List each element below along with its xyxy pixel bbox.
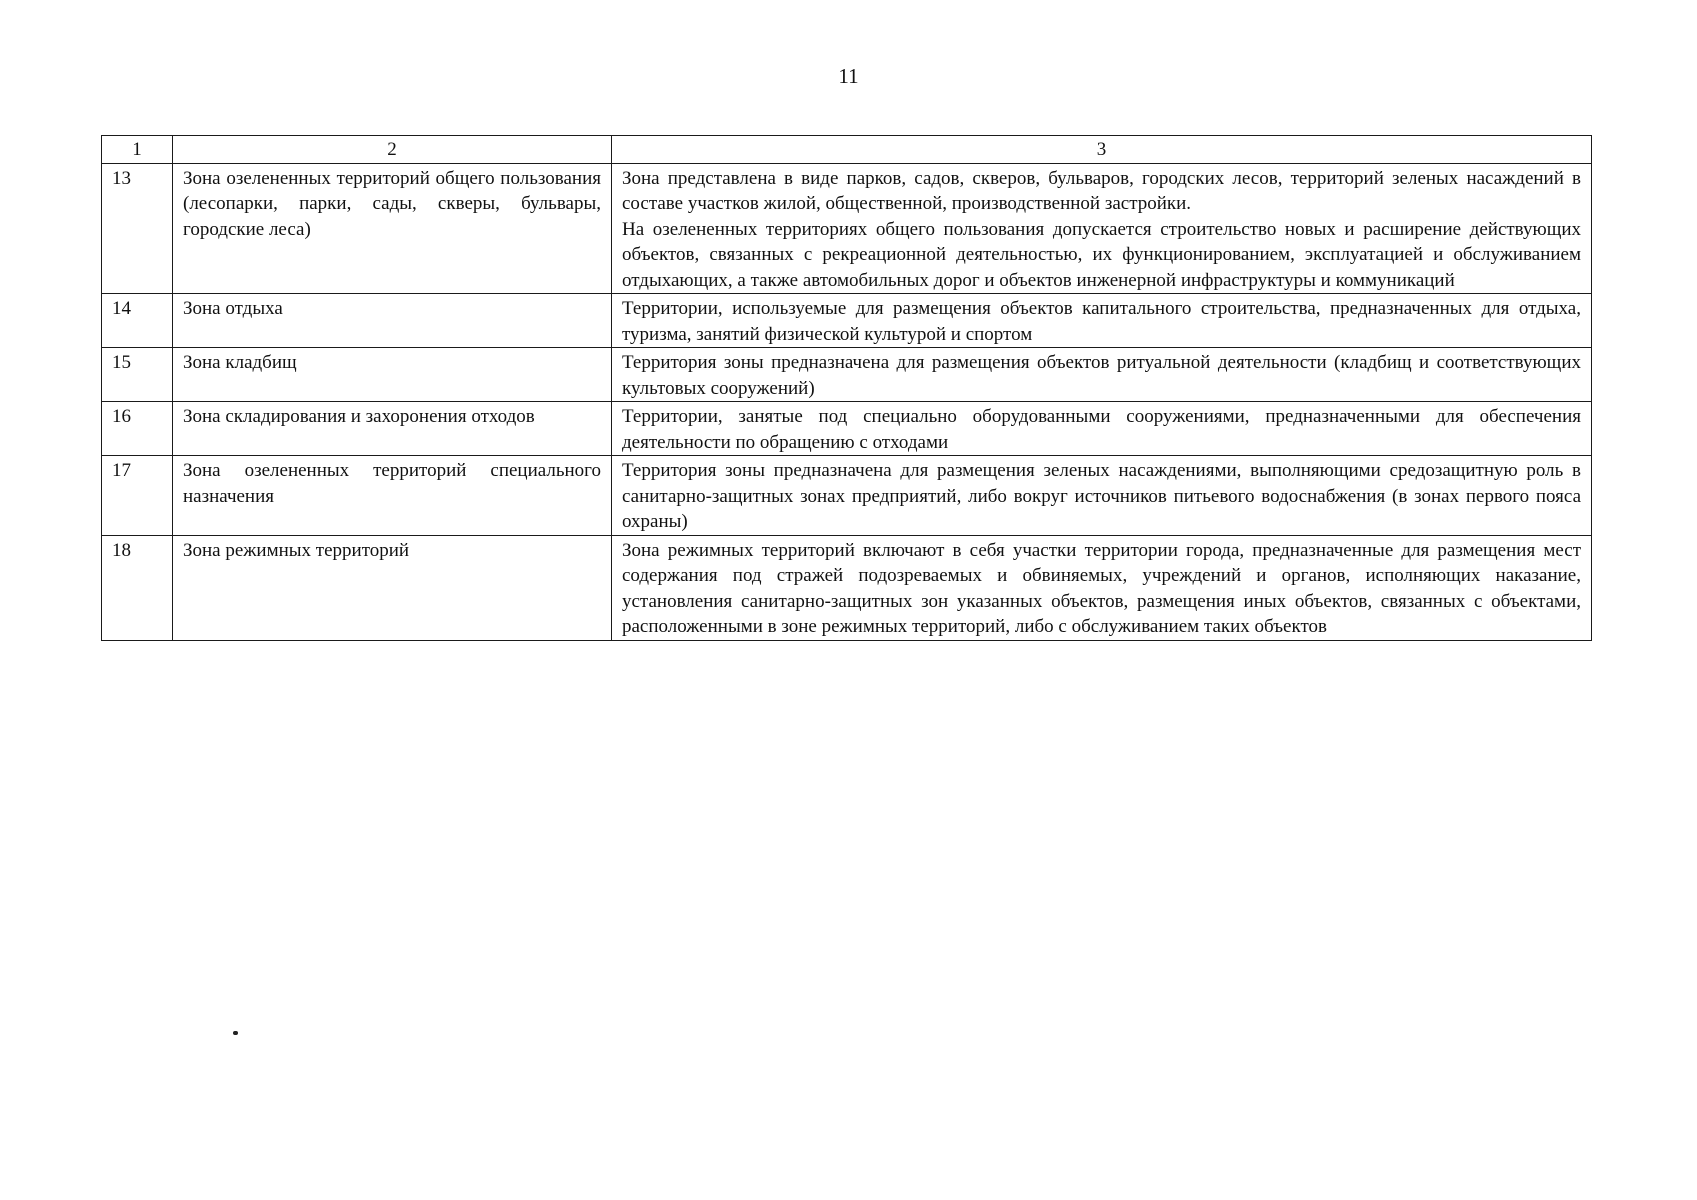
table-row [102, 163, 1592, 294]
column-header-zone-name: 2 [173, 136, 612, 164]
zone-description [612, 402, 1592, 456]
zone-description [612, 294, 1592, 348]
description-paragraph: Территории, используемые для размещения объектов капитального строительства, предназначенных для отдыха, туризма, занятий физической культурой и спортом [622, 298, 1581, 345]
row-number: 17 [102, 456, 173, 536]
table-row [102, 456, 1592, 536]
column-header-description: 3 [612, 136, 1592, 164]
description-paragraph: Зона режимных территорий включают в себя участки территории города, предназначенные для размещения мест содержания под стражей подозреваемых и обвиняемых, учреждений и органов, исполняющих наказание, установления санитарно-защитных зон указанных объектов, размещения иных объектов, связанных с объектами, расположенными в зоне режимных территорий, либо с обслуживанием таких объектов [622, 539, 1581, 637]
description-paragraph: Зона представлена в виде парков, садов, скверов, бульваров, городских лесов, территорий зеленых насаждений в составе участков жилой, общественной, производственной застройки. [622, 167, 1581, 214]
table-row [102, 535, 1592, 640]
zone-name: Зона кладбищ [173, 348, 612, 402]
zone-name: Зона складирования и захоронения отходов [173, 402, 612, 456]
zone-name: Зона озелененных территорий специального назначения [173, 456, 612, 536]
zones-table [101, 135, 1592, 641]
row-number: 13 [102, 163, 173, 294]
description-paragraph: Территория зоны предназначена для размещения зеленых насаждениями, выполняющими средозащитную роль в санитарно-защитных зонах предприятий, либо вокруг источников питьевого водоснабжения (в зонах первого пояса охраны) [622, 460, 1581, 532]
zone-description [612, 163, 1592, 294]
page-number: 11 [838, 64, 859, 88]
table-row [102, 348, 1592, 402]
zone-name: Зона озелененных территорий общего пользования (лесопарки, парки, сады, скверы, бульвары, городские леса) [173, 163, 612, 294]
table-row [102, 402, 1592, 456]
description-paragraph: Территория зоны предназначена для размещения объектов ритуальной деятельности (кладбищ и соответствующих культовых сооружений) [622, 352, 1581, 399]
row-number: 15 [102, 348, 173, 402]
row-number: 16 [102, 402, 173, 456]
table-header-row [102, 136, 1592, 164]
zone-name: Зона отдыха [173, 294, 612, 348]
zone-description [612, 348, 1592, 402]
row-number: 18 [102, 535, 173, 640]
table-row [102, 294, 1592, 348]
row-number: 14 [102, 294, 173, 348]
zone-description [612, 535, 1592, 640]
zone-name: Зона режимных территорий [173, 535, 612, 640]
scan-speck [233, 1031, 238, 1035]
column-header-number: 1 [102, 136, 173, 164]
description-paragraph: На озелененных территориях общего пользования допускается строительство новых и расширение действующих объектов, связанных с рекреационной деятельностью, их функционированием, эксплуатацией и обслуживанием отдыхающих, а также автомобильных дорог и объектов инженерной инфраструктуры и коммуникаций [622, 218, 1581, 291]
zone-description [612, 456, 1592, 536]
description-paragraph: Территории, занятые под специально оборудованными сооружениями, предназначенными для обеспечения деятельности по обращению с отходами [622, 406, 1581, 453]
